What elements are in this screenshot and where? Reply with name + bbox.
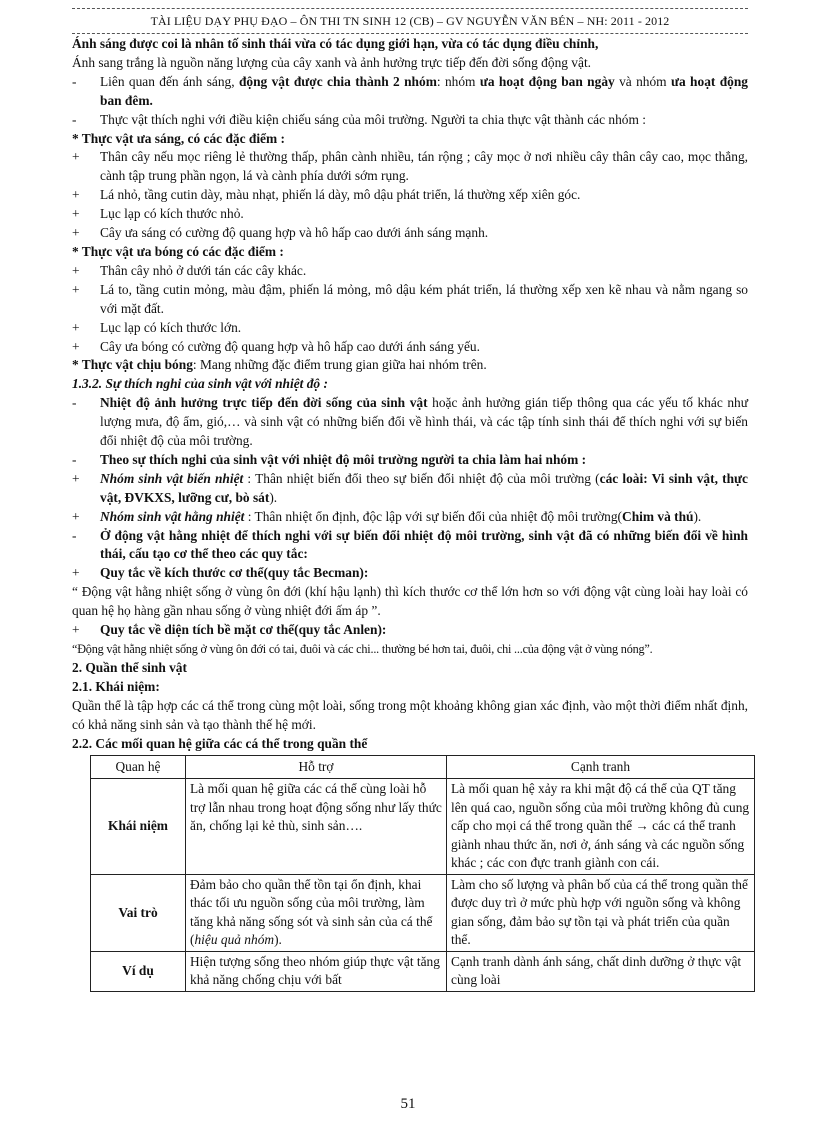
table-row — [91, 874, 755, 951]
bullet-temperature: - Nhiệt độ ảnh hưởng trực tiếp đến đời sống của sinh vật hoặc ảnh hưởng gián tiếp thông qua các yếu tố khác như lượng mưa, độ ẩm, gió,… và sinh vật có những biến đổi về hình thái, và các tập tính sinh thái để thích nghi với sự biến đổi nhiệt độ của môi trường. — [72, 395, 748, 449]
para-white-light: Ánh sang trắng là nguồn năng lượng của cây xanh và ảnh hưởng trực tiếp đến đời sống động vật. — [72, 54, 592, 70]
quote-anlen: “Động vật hằng nhiệt sống ở vùng ôn đới có tai, đuôi và các chi... thường bé hơn tai, đuôi, chi ...của động vật ở vùng nóng”. — [72, 642, 653, 656]
table-header-cell: Hỗ trợ — [186, 756, 447, 779]
list-item: + Quy tắc về kích thước cơ thể(quy tắc Becman): — [72, 565, 369, 581]
list-item: + Quy tắc về diện tích bề mặt cơ thể(quy tắc Anlen): — [72, 622, 387, 638]
table-row — [91, 779, 755, 875]
arrow-icon: → — [635, 818, 649, 834]
bullet-animal-groups: - Liên quan đến ánh sáng, động vật được chia thành 2 nhóm: nhóm ưa hoạt động ban ngày và nhóm ưa hoạt động ban đêm. — [72, 73, 748, 108]
table-cell: Là mối quan hệ giữa các cá thể cùng loài hỗ trợ lẫn nhau trong hoạt động sống như lấy thức ăn, chống lại kẻ thù, sinh sản…. — [186, 779, 447, 875]
list-item: + Lá nhỏ, tầng cutin dày, màu nhạt, phiến lá dày, mô dậu phát triển, lá thường xếp xiên góc. — [72, 187, 581, 203]
list-item: + Lục lạp có kích thước nhỏ. — [72, 206, 244, 222]
para-definition: Quần thể là tập hợp các cá thể trong cùng một loài, sống trong một khoảng không gian xác định, vào một thời điểm nhất định, có khả năng sinh sản và tạo thành thế hệ mới. — [72, 697, 748, 732]
list-item: + Thân cây nhỏ ở dưới tán các cây khác. — [72, 262, 307, 278]
page-number: 51 — [400, 1096, 416, 1112]
heading-2: 2. Quần thể sinh vật — [72, 659, 187, 675]
row-label: Ví dụ — [91, 951, 186, 991]
table-header-row — [91, 756, 755, 779]
para-light-factor: Ánh sáng được coi là nhân tố sinh thái vừa có tác dụng giới hạn, vừa có tác dụng điều chỉnh, — [72, 36, 599, 51]
table-cell: Cạnh tranh dành ánh sáng, chất dinh dưỡng ở thực vật cùng loài — [447, 951, 755, 991]
bullet-rules-intro: - Ở động vật hằng nhiệt để thích nghi với sự biến đổi nhiệt độ môi trường, sinh vật đã có những biến đổi về hình thái, cấu tạo cơ thể theo các quy tắc: — [72, 527, 748, 562]
quote-becman: “ Động vật hằng nhiệt sống ở vùng ôn đới (khí hậu lạnh) thì kích thước cơ thể lớn hơn so với động vật cùng loài hay loài có quan hệ họ hàng gần nhau sống ở vùng nhiệt đới ấm áp ”. — [72, 584, 748, 619]
list-item: + Lá to, tầng cutin mỏng, màu đậm, phiến lá mỏng, mô dậu kém phát triển, lá thường xếp xen kẽ nhau và nằm ngang so với mặt đất. — [72, 281, 748, 316]
page-header: TÀI LIỆU DẠY PHỤ ĐẠO – ÔN THI TN SINH 12 (CB) – GV NGUYỄN VĂN BÉN – NH: 2011 - 2012 — [72, 8, 748, 34]
table-cell: Làm cho số lượng và phân bố của cá thể trong quần thể được duy trì ở mức phù hợp với nguồn sống và không gian sống, đảm bảo sự tồn tại và phát triển của quần thể. — [447, 874, 755, 951]
heading-1-3-2: 1.3.2. Sự thích nghi của sinh vật với nhiệt độ : — [72, 376, 328, 392]
table-row — [91, 951, 755, 991]
row-label: Khái niệm — [91, 779, 186, 875]
bullet-two-groups: - Theo sự thích nghi của sinh vật với nhiệt độ môi trường người ta chia làm hai nhóm : — [72, 451, 587, 467]
table-cell: Hiện tượng sống theo nhóm giúp thực vật tăng khả năng chống chịu với bất — [186, 951, 447, 991]
heading-2-2: 2.2. Các mối quan hệ giữa các cá thể trong quần thể — [72, 735, 368, 751]
para-shade-tolerant: * Thực vật chịu bóng: Mang những đặc điểm trung gian giữa hai nhóm trên. — [72, 357, 487, 373]
table-cell: Đảm bảo cho quần thể tồn tại ổn định, khai thác tối ưu nguồn sống của môi trường, làm tăng khả năng sống sót và sinh sản của cá thể (hiệu quả nhóm). — [186, 874, 447, 951]
list-item: + Cây ưa bóng có cường độ quang hợp và hô hấp cao dưới ánh sáng yếu. — [72, 338, 480, 354]
relations-table — [90, 755, 755, 992]
page-content — [72, 35, 748, 992]
list-item: + Nhóm sinh vật biến nhiệt : Thân nhiệt biến đổi theo sự biến đổi nhiệt độ của môi trường (các loài: Vi sinh vật, thực vật, ĐVKXS, lưỡng cư, bò sát). — [72, 470, 748, 505]
row-label: Vai trò — [91, 874, 186, 951]
bullet-plant-groups: - Thực vật thích nghi với điều kiện chiếu sáng của môi trường. Người ta chia thực vật thành các nhóm : — [72, 111, 646, 127]
table-header-cell: Cạnh tranh — [447, 756, 755, 779]
table-cell: Là mối quan hệ xảy ra khi mật độ cá thể của QT tăng lên quá cao, nguồn sống của môi trường không đủ cung cấp cho mọi cá thể trong quần thể → các cá thể tranh giành nhau thức ăn, nơi ở, ánh sáng và các nguồn sống khác ; các con đực tranh giành con cái. — [447, 779, 755, 875]
list-item: + Lục lạp có kích thước lớn. — [72, 319, 242, 335]
heading-sun-plants: * Thực vật ưa sáng, có các đặc điểm : — [72, 130, 285, 146]
heading-shade-plants: * Thực vật ưa bóng có các đặc điểm : — [72, 243, 284, 259]
heading-2-1: 2.1. Khái niệm: — [72, 678, 160, 694]
list-item: + Nhóm sinh vật hằng nhiệt : Thân nhiệt ổn định, độc lập với sự biến đổi của nhiệt độ môi trường(Chim và thú). — [72, 508, 702, 524]
list-item: + Thân cây nếu mọc riêng lẻ thường thấp, phân cành nhiều, tán rộng ; cây mọc ở nơi nhiều cây thân cây cao, mọc thẳng, cành tập trung phần ngọn, lá và cành phía dưới sớm rụng. — [72, 149, 748, 184]
table-header-cell: Quan hệ — [91, 756, 186, 779]
list-item: + Cây ưa sáng có cường độ quang hợp và hô hấp cao dưới ánh sáng mạnh. — [72, 225, 489, 241]
